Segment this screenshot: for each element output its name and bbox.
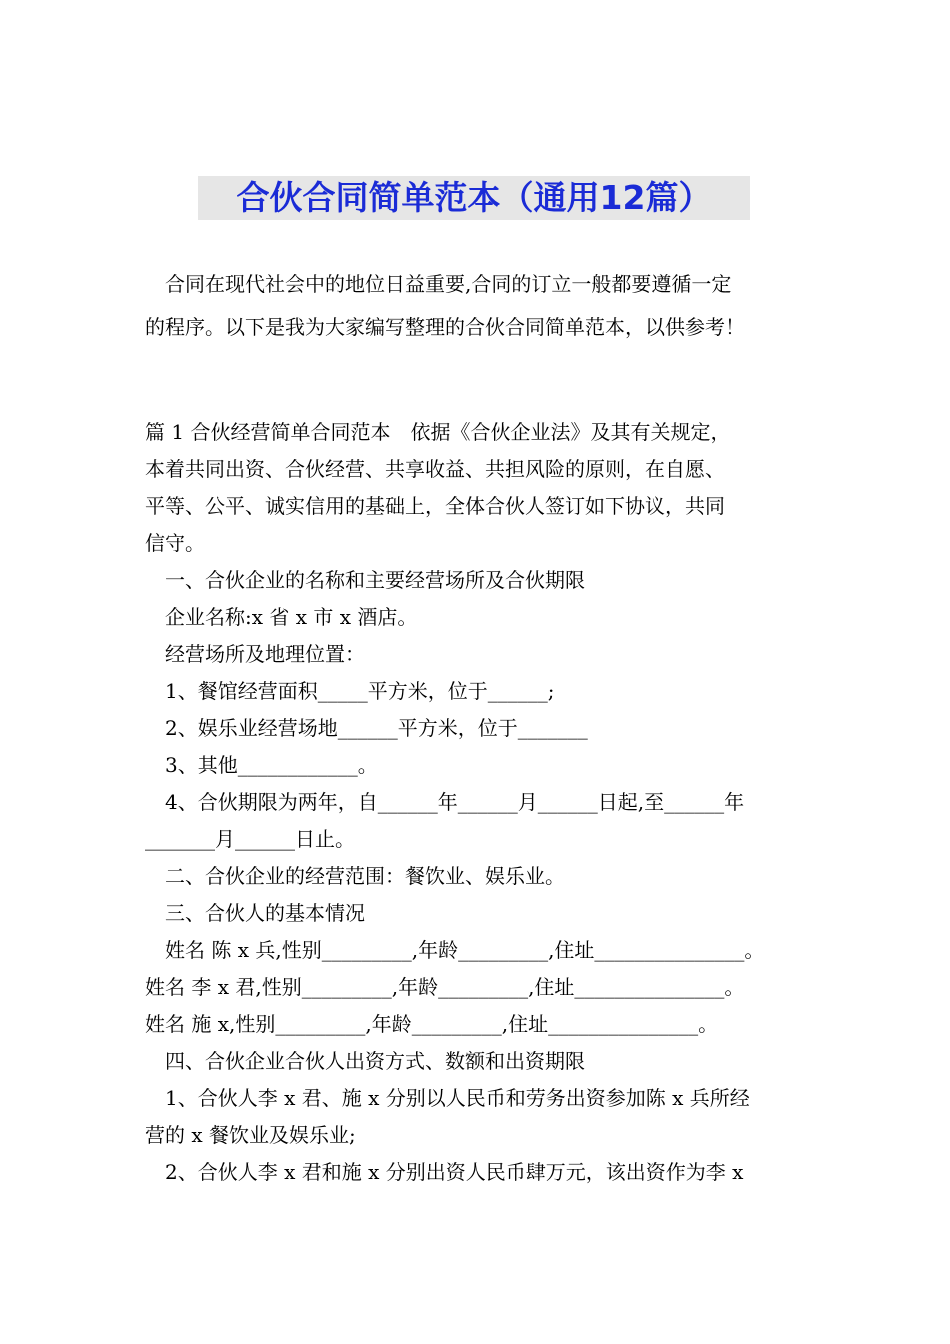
clause-heading: 四、合伙企业合伙人出资方式、数额和出资期限 bbox=[145, 1049, 585, 1073]
body-line: 2、合伙人李 x 君和施 x 分别出资人民币肆万元，该出资作为李 x bbox=[145, 1160, 744, 1184]
body-line: 3、其他____________。 bbox=[145, 753, 378, 777]
page-title: 合伙合同简单范本（通用12篇） bbox=[236, 178, 712, 217]
clause-heading: 一、合伙企业的名称和主要经营场所及合伙期限 bbox=[145, 568, 585, 592]
body-line: 1、餐馆经营面积_____平方米，位于______; bbox=[145, 679, 555, 703]
body-line: 本着共同出资、合伙经营、共享收益、共担风险的原则，在自愿、 bbox=[145, 457, 725, 481]
clause-heading: 三、合伙人的基本情况 bbox=[145, 901, 365, 925]
partner-line: 姓名 施 x,性别_________,年龄_________,住址_______________。 bbox=[145, 1012, 719, 1036]
section-1-heading-line: 篇 1 合伙经营简单合同范本 依据《合伙企业法》及其有关规定， bbox=[145, 420, 731, 444]
body-line: 营的 x 餐饮业及娱乐业; bbox=[145, 1123, 356, 1147]
body-line: 信守。 bbox=[145, 531, 205, 555]
partner-line: 姓名 李 x 君,性别_________,年龄_________,住址_______________。 bbox=[145, 975, 745, 999]
body-line: 1、合伙人李 x 君、施 x 分别以人民币和劳务出资参加陈 x 兵所经 bbox=[145, 1086, 750, 1110]
body-line: 2、娱乐业经营场地______平方米，位于_______ bbox=[145, 716, 588, 740]
title-highlight bbox=[198, 176, 750, 220]
body-line: _______月______日止。 bbox=[145, 827, 355, 851]
clause-heading: 二、合伙企业的经营范围：餐饮业、娱乐业。 bbox=[145, 864, 565, 888]
intro-line-1: 合同在现代社会中的地位日益重要,合同的订立一般都要遵循一定 bbox=[145, 272, 732, 296]
body-line: 经营场所及地理位置： bbox=[145, 642, 365, 666]
body-line: 4、合伙期限为两年，自______年______月______日起,至______年 bbox=[145, 790, 745, 814]
body-line: 平等、公平、诚实信用的基础上，全体合伙人签订如下协议，共同 bbox=[145, 494, 725, 518]
body-line: 企业名称:x 省 x 市 x 酒店。 bbox=[145, 605, 418, 629]
partner-line: 姓名 陈 x 兵,性别_________,年龄_________,住址_______________。 bbox=[145, 938, 765, 962]
intro-line-2: 的程序。以下是我为大家编写整理的合伙合同简单范本，以供参考！ bbox=[145, 315, 745, 339]
